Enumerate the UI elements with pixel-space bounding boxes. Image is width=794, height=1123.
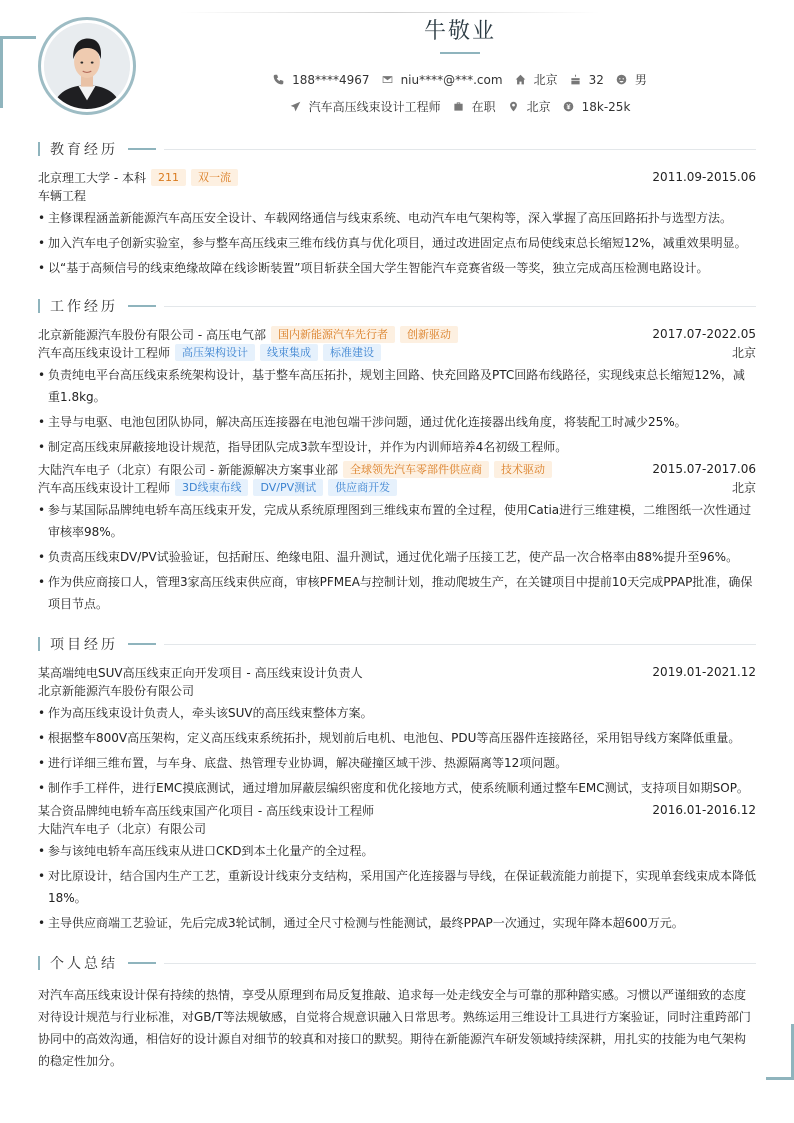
- section-title-summary: [38, 954, 756, 972]
- project-date: 2016.01-2016.12: [652, 803, 756, 817]
- location-text: 北京: [526, 100, 551, 114]
- mail-icon: [382, 74, 393, 85]
- education-bullets: [38, 207, 756, 279]
- name-underline: [440, 52, 480, 54]
- section-title-text: 项目经历: [50, 637, 118, 653]
- project-date: 2019.01-2021.12: [652, 665, 756, 679]
- company-tag: 技术驱动: [494, 461, 552, 478]
- project-name: 某合资品牌纯电轿车高压线束国产化项目 - 高压线束设计工程师: [38, 803, 374, 818]
- job-city: 北京: [731, 345, 756, 360]
- job-position: 汽车高压线束设计工程师: [38, 480, 171, 495]
- company-tag: 创新驱动: [400, 326, 458, 343]
- education-major-line: [38, 186, 756, 204]
- section-title-projects: [38, 635, 756, 653]
- salary-icon: [563, 101, 574, 112]
- project-name: 某高端纯电SUV高压线束正向开发项目 - 高压线束设计负责人: [38, 665, 363, 680]
- skill-tag: DV/PV测试: [253, 479, 323, 496]
- job-intent-text: 汽车高压线束设计工程师: [308, 100, 441, 114]
- age-text: 32: [588, 72, 604, 87]
- gender-text: 男: [634, 73, 647, 87]
- summary-text: 对汽车高压线束设计保有持续的热情，享受从原理到布局反复推敲、追求每一处走线安全与可靠的那种踏实感。习惯以严谨细致的态度对待设计规范与行业标准，对GB/T等法规敏感，自觉将合规意识融入日常思考。熟练运用三维设计工具进行方案验证，同时注重跨部门协同中的高效沟通，相信好的设计源自对细节的较真和对接口的默契。期待在新能源汽车研发领域持续深耕，用扎实的技能为电气架构的稳定性加分。: [38, 988, 751, 1068]
- work-section: [38, 297, 756, 615]
- age-item: [570, 73, 604, 87]
- location-pin-icon: [508, 101, 519, 112]
- hometown-item: [515, 71, 558, 88]
- school-tag: 211: [151, 169, 186, 186]
- job-position-line: [38, 478, 756, 496]
- project-head: [38, 663, 756, 681]
- project-bullets: [38, 840, 756, 934]
- list-item: • 制作手工样件，进行EMC摸底测试，通过增加屏蔽层编织密度和优化接地方式，使系统顺利通过整车EMC测试，支持项目如期SOP。: [38, 777, 756, 799]
- hometown-text: 北京: [533, 73, 558, 87]
- list-item: • 制定高压线束屏蔽接地设计规范，指导团队完成3款车型设计，并作为内训师培养4名初级工程师。: [38, 436, 756, 458]
- corner-decor-bottom-right: [766, 1024, 794, 1080]
- job-city: 北京: [731, 480, 756, 495]
- email-item: [382, 73, 503, 87]
- contact-row-2: [200, 98, 720, 115]
- skill-tag: 线束集成: [260, 344, 318, 361]
- section-title-education: [38, 140, 756, 158]
- list-item: • 根据整车800V高压架构，定义高压线束系统拓扑，规划前后电机、电池包、PDU等高压器件连接路径，采用铝导线方案降低重量。: [38, 727, 756, 749]
- location-item: [508, 98, 551, 115]
- project-org-line: [38, 681, 756, 699]
- list-item: • 负责高压线束DV/PV试验验证，包括耐压、绝缘电阻、温升测试，通过优化端子压接工艺，使产品一次合格率由88%提升至96%。: [38, 546, 756, 568]
- list-item: • 参与该纯电轿车高压线束从进口CKD到本土化量产的全过程。: [38, 840, 756, 862]
- section-title-work: [38, 297, 756, 315]
- top-decor-line: [180, 12, 600, 13]
- school-name: 北京理工大学 - 本科: [38, 170, 146, 185]
- list-item: • 主导与电驱、电池包团队协同，解决高压连接器在电池包端干涉问题，通过优化连接器出线角度，将装配工时减少25%。: [38, 411, 756, 433]
- list-item: • 对比原设计，结合国内生产工艺，重新设计线束分支结构，采用国产化连接器与导线，在保证载流能力前提下，实现单套线束成本降低18%。: [38, 865, 756, 909]
- section-title-text: 个人总结: [50, 956, 118, 972]
- job-position: 汽车高压线束设计工程师: [38, 345, 171, 360]
- skill-tag: 供应商开发: [328, 479, 397, 496]
- job-bullets: [38, 499, 756, 615]
- avatar-photo: [44, 23, 130, 109]
- education-section: [38, 140, 756, 279]
- company-name: 大陆汽车电子（北京）有限公司 - 新能源解决方案事业部: [38, 462, 338, 477]
- job-date: 2017.07-2022.05: [652, 327, 756, 341]
- cake-icon: [570, 74, 581, 85]
- job-date: 2015.07-2017.06: [652, 462, 756, 476]
- company-tag: 全球领先汽车零部件供应商: [343, 461, 489, 478]
- phone-text: 188****4967: [292, 72, 370, 87]
- list-item: • 加入汽车电子创新实验室，参与整车高压线束三维布线仿真与优化项目，通过改进固定点布局使线束总长缩短12%，减重效果明显。: [38, 232, 756, 254]
- summary-section: [38, 954, 756, 1072]
- salary-text: 18k-25k: [581, 99, 631, 114]
- email-text: niu****@***.com: [400, 72, 503, 87]
- home-icon: [515, 74, 526, 85]
- education-head: [38, 168, 756, 186]
- gender-icon: [616, 74, 627, 85]
- list-item: • 主修课程涵盖新能源汽车高压安全设计、车载网络通信与线束系统、电动汽车电气架构等，深入掌握了高压回路拓扑与选型方法。: [38, 207, 756, 229]
- list-item: • 主导供应商端工艺验证，先后完成3轮试制，通过全尺寸检测与性能测试，最终PPAP一次通过，实现年降本超600万元。: [38, 912, 756, 934]
- section-title-text: 工作经历: [50, 299, 118, 315]
- major: 车辆工程: [38, 188, 87, 203]
- job-intent-item: [290, 98, 441, 115]
- job-bullets: [38, 364, 756, 458]
- job-position-line: [38, 343, 756, 361]
- phone-icon: [273, 74, 284, 85]
- briefcase-icon: [453, 101, 464, 112]
- skill-tag: 高压架构设计: [175, 344, 255, 361]
- project-bullets: [38, 702, 756, 799]
- job-head: [38, 460, 756, 478]
- company-tag: 国内新能源汽车先行者: [271, 326, 395, 343]
- list-item: • 作为供应商接口人，管理3家高压线束供应商，审核PFMEA与控制计划，推动爬坡生产，在关键项目中提前10天完成PPAP批准，确保项目节点。: [38, 571, 756, 615]
- job-head: [38, 325, 756, 343]
- send-icon: [290, 101, 301, 112]
- list-item: • 参与某国际品牌纯电轿车高压线束开发，完成从系统原理图到三维线束布置的全过程，使用Catia进行三维建模，二维图纸一次性通过审核率98%。: [38, 499, 756, 543]
- contact-row-1: [200, 71, 720, 88]
- list-item: • 以“基于高频信号的线束绝缘故障在线诊断装置”项目斩获全国大学生智能汽车竞赛省级一等奖，独立完成高压检测电路设计。: [38, 257, 756, 279]
- school-tag: 双一流: [191, 169, 238, 186]
- corner-decor-top-left: [0, 36, 36, 108]
- skill-tag: 标准建设: [323, 344, 381, 361]
- status-text: 在职: [471, 100, 496, 114]
- section-title-text: 教育经历: [50, 142, 118, 158]
- list-item: • 负责纯电平台高压线束系统架构设计，基于整车高压拓扑，规划主回路、快充回路及PTC回路布线路径，实现线束总长缩短12%，减重1.8kg。: [38, 364, 756, 408]
- gender-item: [616, 71, 647, 88]
- company-name: 北京新能源汽车股份有限公司 - 高压电气部: [38, 327, 266, 342]
- project-org: 大陆汽车电子（北京）有限公司: [38, 821, 207, 836]
- list-item: • 进行详细三维布置，与车身、底盘、热管理专业协调，解决碰撞区域干涉、热源隔离等12项问题。: [38, 752, 756, 774]
- education-date: 2011.09-2015.06: [652, 170, 756, 184]
- project-head: [38, 801, 756, 819]
- project-org: 北京新能源汽车股份有限公司: [38, 683, 195, 698]
- status-item: [453, 98, 496, 115]
- salary-item: [563, 100, 631, 114]
- projects-section: [38, 635, 756, 934]
- avatar: [38, 17, 136, 115]
- list-item: • 作为高压线束设计负责人，牵头该SUV的高压线束整体方案。: [38, 702, 756, 724]
- phone-item: [273, 73, 369, 87]
- candidate-name: 牛敬业: [423, 19, 496, 44]
- skill-tag: 3D线束布线: [175, 479, 248, 496]
- project-org-line: [38, 819, 756, 837]
